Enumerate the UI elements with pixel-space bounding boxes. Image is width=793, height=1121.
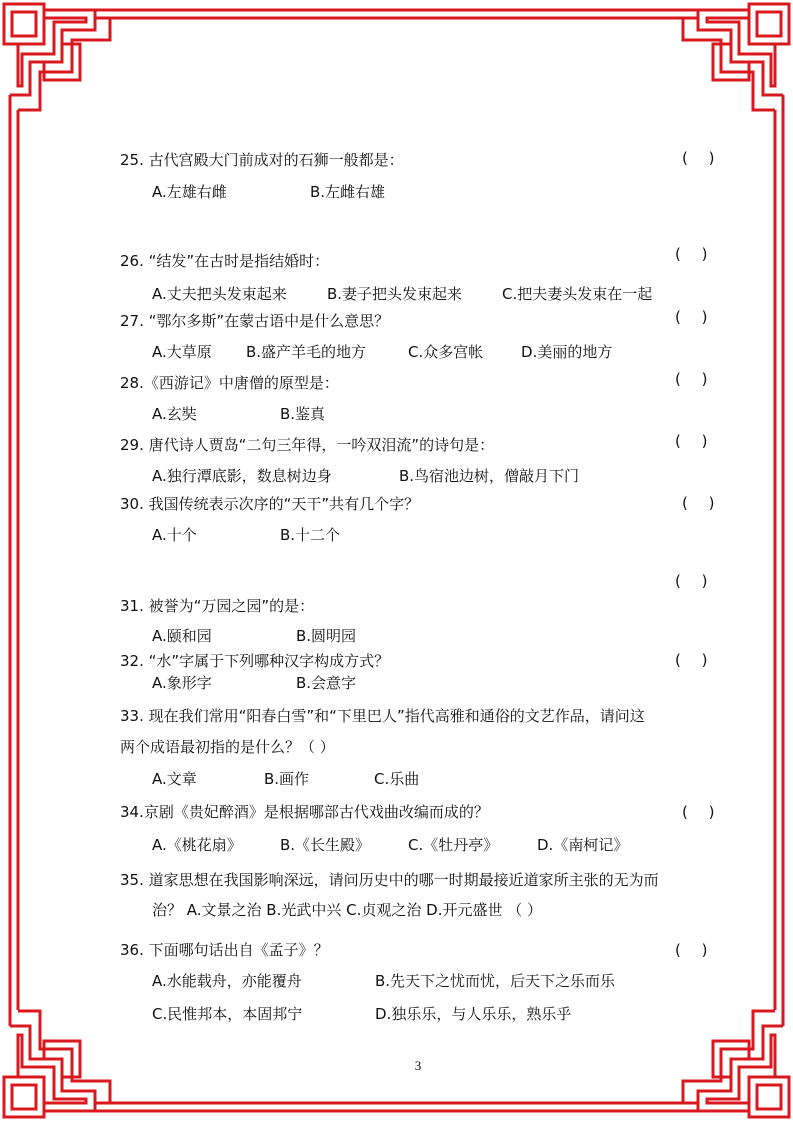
question-32-option-a: A.象形字 (152, 674, 212, 692)
question-35-stem-line1: 35. 道家思想在我国影响深远，请问历史中的哪一时期最接近道家所主张的无为而 (120, 871, 659, 889)
page-number: 3 (414, 1058, 422, 1073)
question-36-answer-blank[interactable]: ( ) (675, 941, 716, 959)
question-25-option-a: A.左雄右雌 (152, 183, 227, 201)
question-33-stem-line1: 33. 现在我们常用“阳春白雪”和“下里巴人”指代高雅和通俗的文艺作品，请问这 (120, 707, 645, 725)
question-31-option-a: A.颐和园 (152, 627, 212, 645)
question-25-answer-blank[interactable]: ( ) (682, 149, 723, 167)
question-36-option-c: C.民惟邦本，本固邦宁 (152, 1005, 303, 1023)
question-33-option-b: B.画作 (264, 770, 310, 788)
question-34-stem: 34.京剧《贵妃醉酒》是根据哪部古代戏曲改编而成的？ (120, 803, 489, 821)
question-26-option-c: C.把夫妻头发束在一起 (502, 285, 653, 303)
question-32-stem: 32. “水”字属于下列哪种汉字构成方式？ (120, 652, 390, 670)
question-32-option-b: B.会意字 (296, 674, 357, 692)
question-32-answer-blank[interactable]: ( ) (675, 651, 716, 669)
question-34-option-d: D.《南柯记》 (537, 836, 629, 854)
question-26-option-b: B.妻子把头发束起来 (327, 285, 463, 303)
question-27-option-d: D.美丽的地方 (521, 343, 613, 361)
question-27-stem: 27. “鄂尔多斯”在蒙古语中是什么意思？ (120, 312, 390, 330)
question-29-stem: 29. 唐代诗人贾岛“二句三年得，一吟双泪流”的诗句是： (120, 436, 495, 454)
question-30-option-b: B.十二个 (280, 526, 341, 544)
question-28-stem: 28.《西游记》中唐僧的原型是： (120, 374, 339, 392)
question-25-stem: 25. 古代宫殿大门前成对的石狮一般都是： (120, 151, 404, 169)
question-33-option-c: C.乐曲 (374, 770, 420, 788)
question-36-option-d: D.独乐乐，与人乐乐，熟乐乎 (375, 1005, 572, 1023)
question-27-option-c: C.众多宫帐 (408, 343, 484, 361)
question-35-stem-line2: 治？ A.文景之治 B.光武中兴 C.贞观之治 D.开元盛世 （ ） (152, 901, 542, 919)
question-30-stem: 30. 我国传统表示次序的“天干”共有几个字？ (120, 495, 420, 513)
question-30-option-a: A.十个 (152, 526, 197, 544)
question-31-answer-blank[interactable]: ( ) (675, 572, 716, 590)
question-26-option-a: A.丈夫把头发束起来 (152, 285, 287, 303)
question-26-stem: 26. “结发”在古时是指结婚时： (120, 252, 330, 270)
question-28-answer-blank[interactable]: ( ) (675, 370, 716, 388)
question-34-option-b: B.《长生殿》 (280, 836, 371, 854)
question-28-option-b: B.鉴真 (280, 405, 326, 423)
question-36-stem: 36. 下面哪句话出自《孟子》？ (120, 941, 329, 959)
question-34-option-a: A.《桃花扇》 (152, 836, 242, 854)
question-31-option-b: B.圆明园 (296, 627, 357, 645)
question-30-answer-blank[interactable]: ( ) (682, 494, 723, 512)
question-33-option-a: A.文章 (152, 770, 197, 788)
question-29-answer-blank[interactable]: ( ) (675, 432, 716, 450)
question-29-option-b: B.鸟宿池边树，僧敲月下门 (399, 467, 580, 485)
question-26-answer-blank[interactable]: ( ) (675, 245, 716, 263)
question-28-option-a: A.玄奘 (152, 405, 197, 423)
question-27-answer-blank[interactable]: ( ) (675, 308, 716, 326)
question-34-option-c: C.《牡丹亭》 (408, 836, 499, 854)
question-31-stem: 31. 被誉为“万园之园”的是： (120, 597, 315, 615)
question-27-option-a: A.大草原 (152, 343, 212, 361)
question-36-option-a: A.水能载舟，亦能覆舟 (152, 972, 302, 990)
question-29-option-a: A.独行潭底影，数息树边身 (152, 467, 332, 485)
question-33-stem-line2: 两个成语最初指的是什么？（ ） (120, 738, 335, 756)
question-27-option-b: B.盛产羊毛的地方 (246, 343, 367, 361)
question-34-answer-blank[interactable]: ( ) (682, 803, 723, 821)
question-25-option-b: B.左雌右雄 (310, 183, 386, 201)
question-36-option-b: B.先天下之忧而忧，后天下之乐而乐 (375, 972, 616, 990)
